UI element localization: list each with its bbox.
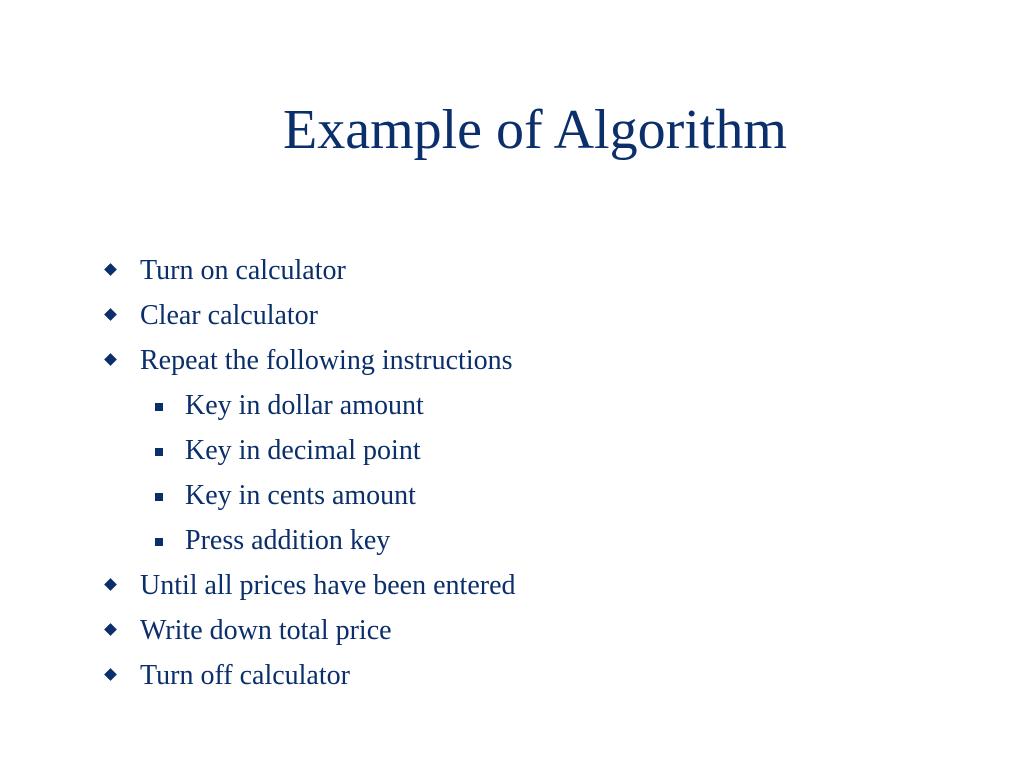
square-bullet-icon [155,448,163,456]
sub-list-item-text: Key in cents amount [185,480,416,511]
list-item-text: Until all prices have been entered [140,570,516,601]
diamond-bullet-icon [104,623,117,636]
list-item-text: Turn on calculator [140,255,346,286]
list-item-text: Write down total price [140,615,392,646]
bullet-list [0,248,1024,698]
list-item [0,248,1024,293]
sub-list-item [0,428,1024,473]
sub-list-item-text: Key in dollar amount [185,390,424,421]
list-item-text: Repeat the following instructions [140,345,513,376]
list-item [0,563,1024,608]
sub-list-item-text: Press addition key [185,525,391,556]
sub-list-item [0,518,1024,563]
list-item-text: Clear calculator [140,300,319,331]
slide-title: Example of Algorithm [283,99,787,161]
diamond-bullet-icon [104,578,117,591]
list-item [0,608,1024,653]
sub-list-item-text: Key in decimal point [185,435,421,466]
sub-list-item [0,473,1024,518]
list-item [0,293,1024,338]
list-item [0,653,1024,698]
square-bullet-icon [155,538,163,546]
diamond-bullet-icon [104,668,117,681]
list-item [0,338,1024,383]
diamond-bullet-icon [104,308,117,321]
square-bullet-icon [155,493,163,501]
list-item-text: Turn off calculator [140,660,350,691]
sub-list-item [0,383,1024,428]
diamond-bullet-icon [104,263,117,276]
square-bullet-icon [155,403,163,411]
diamond-bullet-icon [104,353,117,366]
